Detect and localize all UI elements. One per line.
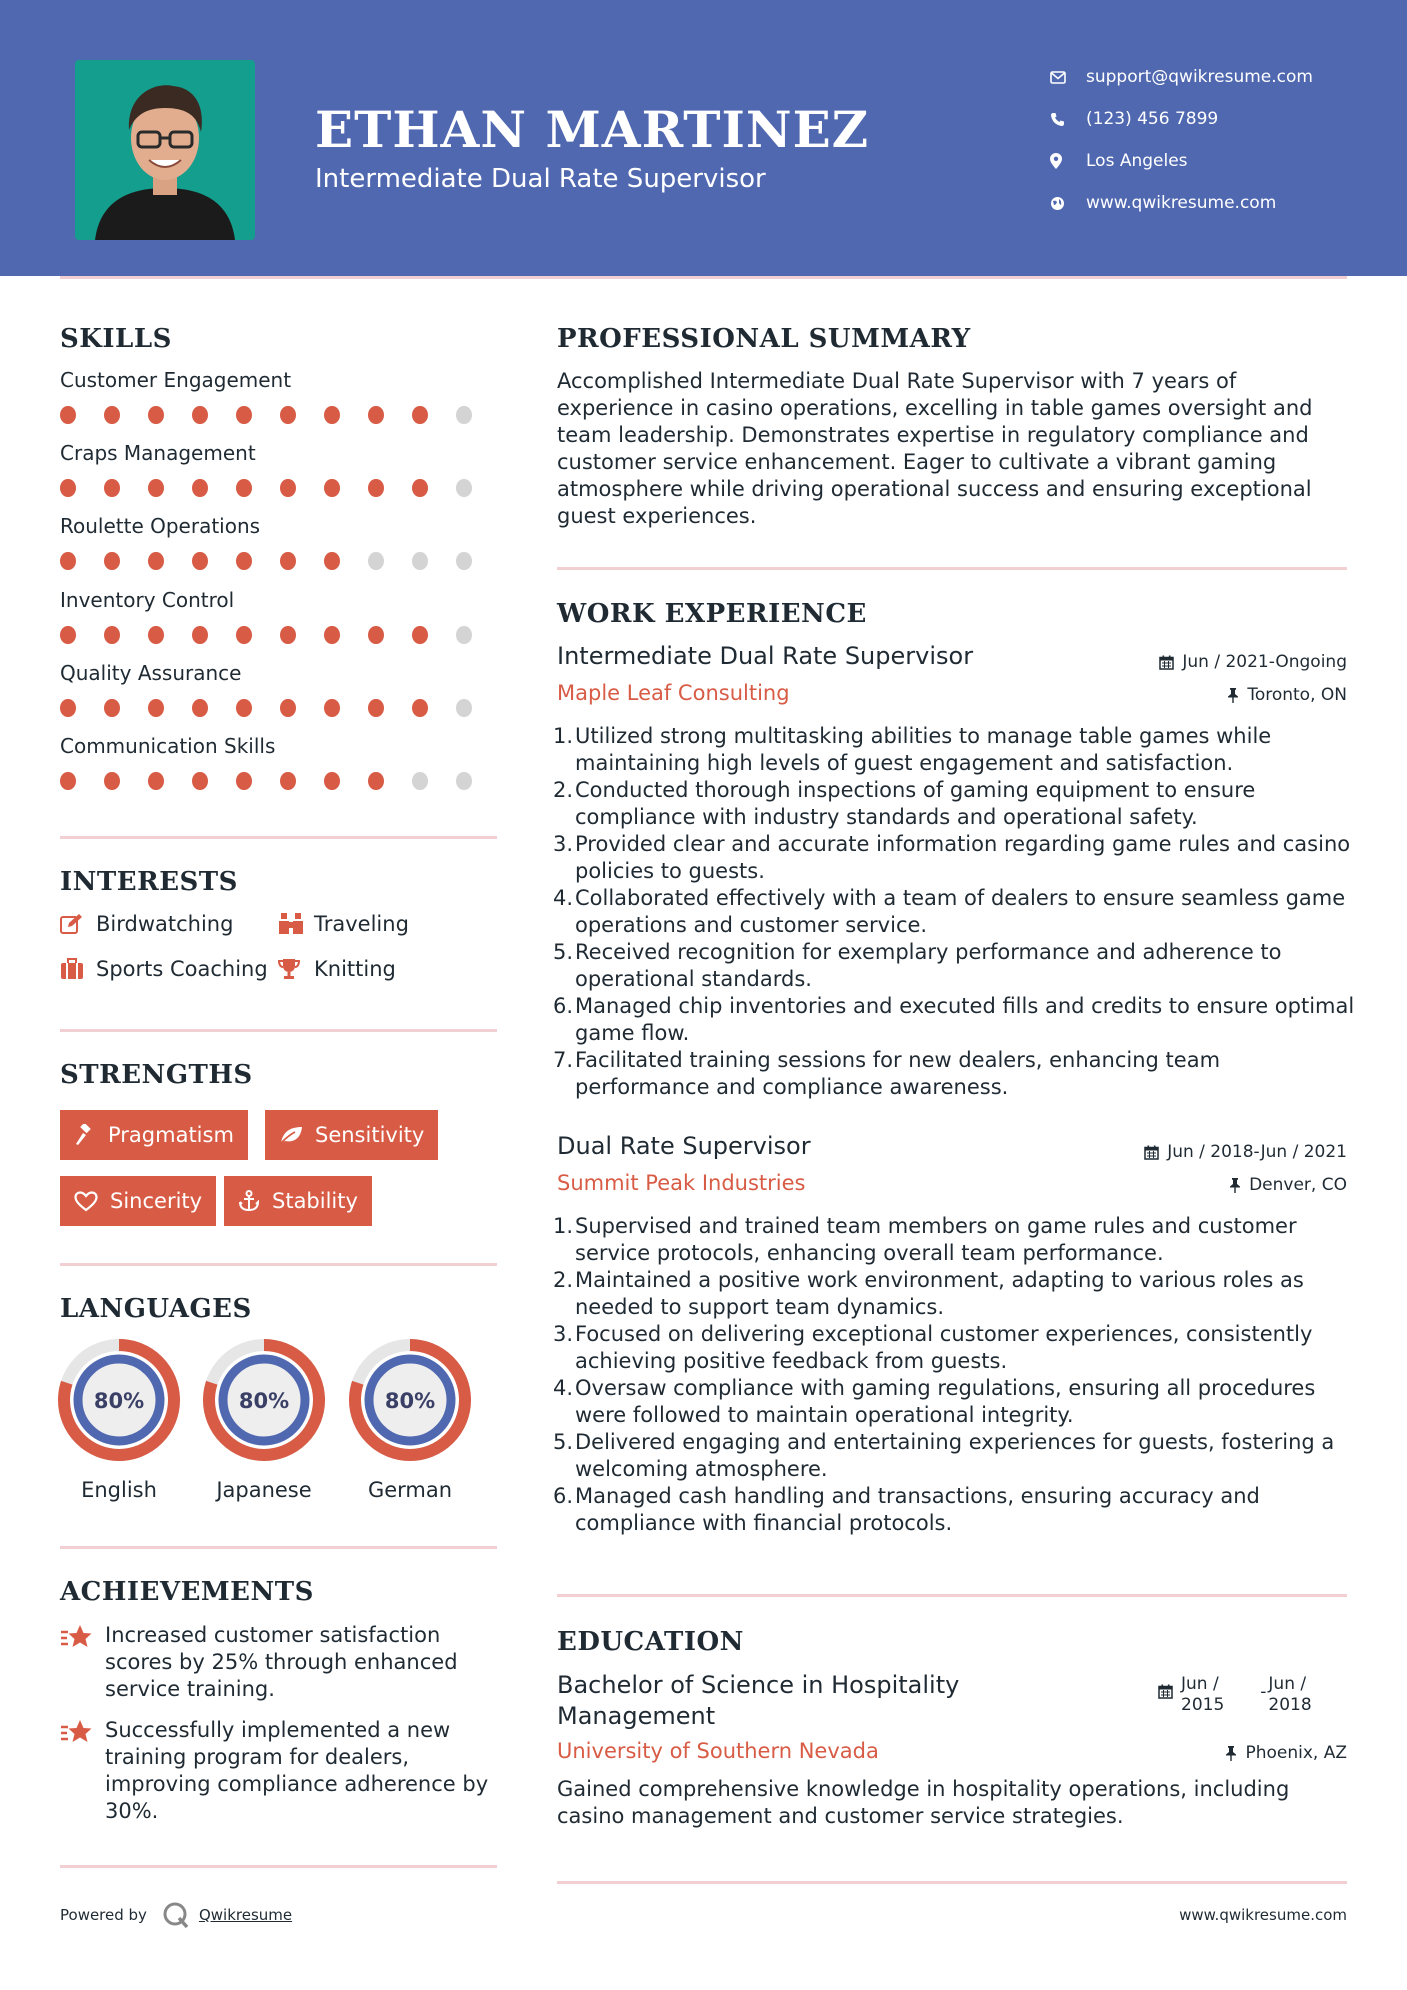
skills-divider	[60, 836, 497, 839]
interests-divider	[60, 1029, 497, 1032]
job-bullet-text: Focused on delivering exceptional customer experiences, consistently achieving positive feedback from guests.	[575, 1322, 1313, 1373]
skill-rating-dot	[456, 772, 472, 790]
map-pin-icon	[1050, 153, 1086, 169]
job-bullet-number: 6.	[553, 994, 574, 1018]
skill-rating-dot	[324, 552, 340, 570]
job-company: Maple Leaf Consulting	[557, 681, 790, 705]
job-location-text: Toronto, ON	[1247, 685, 1347, 705]
skill-name: Inventory Control	[60, 588, 235, 612]
skill-name: Communication Skills	[60, 734, 276, 758]
skill-name: Roulette Operations	[60, 514, 261, 538]
job-bullet-number: 5.	[553, 940, 574, 964]
skill-rating-dot	[280, 772, 296, 790]
skill-item	[60, 588, 500, 644]
languages-heading: LANGUAGES	[60, 1294, 252, 1324]
job-date	[1159, 652, 1347, 672]
job-bullet-text: Utilized strong multitasking abilities to manage table games while maintaining high levels of guest engagement and satisfaction.	[575, 724, 1272, 775]
interest-label: Traveling	[314, 912, 409, 936]
language-item	[348, 1338, 472, 1502]
job-location	[1229, 1175, 1347, 1195]
job-date-text: Jun / 2018-Jun / 2021	[1167, 1142, 1347, 1162]
skill-rating-dot	[192, 406, 208, 424]
education-start	[1181, 1674, 1224, 1716]
skill-rating-dot	[148, 406, 164, 424]
job-bullet	[553, 831, 1357, 885]
skill-rating-dot	[324, 626, 340, 644]
language-percent: 80%	[384, 1389, 436, 1413]
experience-heading: WORK EXPERIENCE	[557, 599, 867, 629]
skill-rating-dot	[236, 552, 252, 570]
strength-tag	[60, 1176, 216, 1226]
skill-rating-dot	[456, 552, 472, 570]
job-bullet-number: 4.	[553, 1376, 574, 1400]
skill-rating-dot	[280, 626, 296, 644]
pencil-square-icon	[60, 913, 96, 935]
contact-email-text: support@qwikresume.com	[1086, 67, 1313, 87]
job-location	[1227, 685, 1347, 705]
calendar-icon	[1144, 1145, 1159, 1160]
job-bullet-number: 1.	[553, 1214, 574, 1238]
skill-rating-dot	[60, 479, 76, 497]
envelope-icon	[1050, 71, 1086, 84]
achievement-text: Increased customer satisfaction scores by 25% through enhanced service training.	[105, 1623, 458, 1701]
skill-rating-dot	[280, 699, 296, 717]
skill-rating-dot	[236, 626, 252, 644]
qwikresume-logo-icon	[161, 1900, 191, 1930]
job-bullet	[553, 723, 1357, 777]
skill-item	[60, 734, 500, 790]
contact-website[interactable]	[1050, 182, 1313, 224]
skill-rating-dot	[412, 699, 428, 717]
skill-rating-dot	[104, 699, 120, 717]
briefcase-icon	[60, 958, 96, 980]
skill-rating-dot	[104, 772, 120, 790]
gavel-icon	[74, 1124, 96, 1146]
skill-rating-dot	[60, 406, 76, 424]
skill-rating-dot	[60, 552, 76, 570]
skill-rating-dot	[236, 479, 252, 497]
job-bullet-text: Conducted thorough inspections of gaming equipment to ensure compliance with industry standards and operational safety.	[575, 778, 1256, 829]
calendar-icon	[1159, 655, 1174, 670]
skill-rating-dot	[280, 406, 296, 424]
strength-label: Stability	[272, 1189, 358, 1213]
education-end-year: 2018	[1268, 1695, 1312, 1715]
language-progress-ring	[57, 1338, 181, 1462]
strengths-divider	[60, 1263, 497, 1266]
degree-title	[557, 1670, 959, 1732]
skill-rating-dot	[280, 552, 296, 570]
job-bullet	[553, 993, 1357, 1047]
skill-name: Craps Management	[60, 441, 256, 465]
job-bullet-number: 2.	[553, 778, 574, 802]
skill-rating-dot	[60, 699, 76, 717]
skill-rating-dot	[60, 626, 76, 644]
job-bullet-text: Delivered engaging and entertaining experiences for guests, fostering a welcoming atmosphere.	[575, 1430, 1335, 1481]
pushpin-icon	[1229, 1178, 1241, 1193]
education-start-month: Jun /	[1181, 1674, 1219, 1694]
strengths-heading: STRENGTHS	[60, 1060, 253, 1090]
skill-rating-dot	[324, 479, 340, 497]
star-badge-icon	[60, 1622, 105, 1703]
job-bullet-text: Received recognition for exemplary performance and adherence to operational standards.	[575, 940, 1282, 991]
job-bullet-text: Provided clear and accurate information regarding game rules and casino policies to guests.	[575, 832, 1351, 883]
strength-label: Sincerity	[110, 1189, 203, 1213]
achievements-heading: ACHIEVEMENTS	[60, 1577, 314, 1607]
skill-rating-dot	[324, 406, 340, 424]
job-bullet-text: Managed cash handling and transactions, ensuring accuracy and compliance with financial protocols.	[575, 1484, 1260, 1535]
job-bullet-number: 2.	[553, 1268, 574, 1292]
contact-list	[1050, 56, 1313, 224]
job-date	[1144, 1142, 1347, 1162]
degree-line-2: Management	[557, 1702, 716, 1730]
achievement-item	[60, 1622, 500, 1703]
skill-rating-dot	[104, 626, 120, 644]
anchor-icon	[238, 1190, 260, 1212]
skill-rating-dot	[148, 772, 164, 790]
avatar-icon	[75, 60, 255, 240]
strength-label: Sensitivity	[315, 1123, 425, 1147]
language-percent: 80%	[93, 1389, 145, 1413]
summary-heading: PROFESSIONAL SUMMARY	[557, 324, 971, 354]
education-location	[1225, 1743, 1347, 1763]
job-location-text: Denver, CO	[1249, 1175, 1347, 1195]
interests-heading: INTERESTS	[60, 867, 238, 897]
skill-name: Quality Assurance	[60, 661, 242, 685]
skill-rating-dot	[104, 406, 120, 424]
language-item	[202, 1338, 326, 1502]
skill-rating-dot	[236, 772, 252, 790]
skill-rating-dot	[456, 406, 472, 424]
job-bullet	[553, 1267, 1357, 1321]
interest-item	[60, 957, 268, 981]
contact-phone-text: (123) 456 7899	[1086, 109, 1219, 129]
job-bullet-number: 1.	[553, 724, 574, 748]
skill-rating-dot	[412, 552, 428, 570]
skill-rating-dot	[148, 626, 164, 644]
skill-rating	[60, 626, 500, 644]
job-bullet	[553, 885, 1357, 939]
job-bullet-text: Facilitated training sessions for new dealers, enhancing team performance and compliance awareness.	[575, 1048, 1221, 1099]
binoculars-icon	[278, 913, 314, 935]
education-start-year: 2015	[1181, 1695, 1225, 1715]
skill-rating-dot	[412, 479, 428, 497]
interest-label: Knitting	[314, 957, 396, 981]
job-title: Intermediate Dual Rate Supervisor	[557, 642, 974, 670]
candidate-title: Intermediate Dual Rate Supervisor	[315, 164, 766, 194]
contact-website-text: www.qwikresume.com	[1086, 193, 1277, 213]
pushpin-icon	[1225, 1746, 1237, 1761]
interest-label: Sports Coaching	[96, 957, 268, 981]
job-bullet-text: Supervised and trained team members on game rules and customer service protocols, enhancing overall team performance.	[575, 1214, 1297, 1265]
job-bullet	[553, 777, 1357, 831]
contact-location	[1050, 140, 1313, 182]
achievement-text: Successfully implemented a new training program for dealers, improving compliance adherence by 30%.	[105, 1718, 489, 1823]
skill-rating-dot	[368, 699, 384, 717]
skill-rating	[60, 552, 500, 570]
skill-rating-dot	[456, 479, 472, 497]
heart-icon	[74, 1191, 98, 1212]
degree-line-1: Bachelor of Science in Hospitality	[557, 1671, 960, 1699]
job-bullet-number: 7.	[553, 1048, 574, 1072]
skill-rating-dot	[236, 406, 252, 424]
skill-rating-dot	[192, 772, 208, 790]
language-item	[57, 1338, 181, 1502]
job-bullet	[553, 1483, 1357, 1537]
skill-rating-dot	[368, 406, 384, 424]
achievement-item	[60, 1717, 500, 1825]
job-bullet-number: 3.	[553, 1322, 574, 1346]
skill-rating	[60, 479, 500, 497]
experience-divider	[557, 1594, 1347, 1597]
job-bullet	[553, 1047, 1357, 1101]
interest-label: Birdwatching	[96, 912, 234, 936]
skill-rating-dot	[368, 479, 384, 497]
job-bullet-number: 4.	[553, 886, 574, 910]
skill-rating-dot	[192, 626, 208, 644]
footer-powered-by	[60, 1900, 292, 1930]
skill-rating	[60, 699, 500, 717]
job-date-text: Jun / 2021-Ongoing	[1182, 652, 1347, 672]
job-bullet-number: 5.	[553, 1430, 574, 1454]
skill-rating-dot	[412, 772, 428, 790]
language-name: Japanese	[216, 1478, 312, 1502]
skill-rating-dot	[148, 699, 164, 717]
skill-rating-dot	[368, 552, 384, 570]
education-school: University of Southern Nevada	[557, 1739, 879, 1763]
education-date-dash: -	[1260, 1682, 1267, 1702]
skill-item	[60, 661, 500, 717]
skill-rating-dot	[236, 699, 252, 717]
skill-rating	[60, 772, 500, 790]
language-percent: 80%	[238, 1389, 290, 1413]
job-bullet-list	[553, 723, 1357, 1101]
skill-item	[60, 441, 500, 497]
education-location-text: Phoenix, AZ	[1245, 1743, 1347, 1763]
trophy-icon	[278, 958, 314, 980]
skill-rating-dot	[148, 552, 164, 570]
job-bullet	[553, 939, 1357, 993]
footer-url[interactable]: www.qwikresume.com	[1179, 1906, 1347, 1924]
languages-divider	[60, 1546, 497, 1549]
job-bullet	[553, 1429, 1357, 1483]
interest-item	[278, 912, 409, 936]
education-heading: EDUCATION	[557, 1627, 744, 1657]
skill-rating-dot	[412, 626, 428, 644]
language-progress-ring	[202, 1338, 326, 1462]
job-company: Summit Peak Industries	[557, 1171, 806, 1195]
pushpin-icon	[1227, 688, 1239, 703]
job-bullet-list	[553, 1213, 1357, 1537]
skill-rating-dot	[60, 772, 76, 790]
skills-heading: SKILLS	[60, 324, 172, 354]
skill-item	[60, 368, 500, 424]
job-bullet-number: 6.	[553, 1484, 574, 1508]
job-bullet-text: Maintained a positive work environment, adapting to various roles as needed to support team dynamics.	[575, 1268, 1304, 1319]
profile-photo	[75, 60, 255, 240]
skill-rating-dot	[104, 479, 120, 497]
skill-rating-dot	[412, 406, 428, 424]
candidate-name: ETHAN MARTINEZ	[315, 100, 870, 159]
leaf-icon	[279, 1125, 303, 1145]
skill-rating-dot	[368, 772, 384, 790]
star-badge-icon	[60, 1717, 105, 1825]
skill-rating-dot	[148, 479, 164, 497]
language-name: German	[367, 1478, 453, 1502]
summary-text: Accomplished Intermediate Dual Rate Supervisor with 7 years of experience in casino operations, excelling in table games oversight and team leadership. Demonstrates expertise in regulatory compliance and customer service enhancement. Eager to cultivate a vibrant gaming atmosphere while driving operational success and ensuring exceptional guest experiences.	[557, 369, 1313, 528]
education-end-month: Jun /	[1268, 1674, 1307, 1694]
education-date	[1158, 1674, 1312, 1716]
interest-item	[278, 957, 396, 981]
skill-rating-dot	[192, 699, 208, 717]
language-progress-ring	[348, 1338, 472, 1462]
qwikresume-link[interactable]: Qwikresume	[198, 1906, 293, 1924]
strength-tag	[60, 1110, 248, 1160]
strength-label: Pragmatism	[108, 1123, 234, 1147]
calendar-icon	[1158, 1684, 1173, 1699]
contact-email[interactable]	[1050, 56, 1313, 98]
job-bullet-text: Collaborated effectively with a team of dealers to ensure seamless game operations and customer service.	[575, 886, 1346, 937]
skill-item	[60, 514, 500, 570]
job-title: Dual Rate Supervisor	[557, 1132, 811, 1160]
interest-item	[60, 912, 233, 936]
contact-phone[interactable]	[1050, 98, 1313, 140]
job-bullet	[553, 1213, 1357, 1267]
language-name: English	[81, 1478, 157, 1502]
header-banner	[0, 0, 1407, 276]
job-bullet-text: Oversaw compliance with gaming regulations, ensuring all procedures were followed to maintain operational integrity.	[575, 1376, 1316, 1427]
skill-rating-dot	[456, 626, 472, 644]
skill-rating-dot	[192, 479, 208, 497]
globe-icon	[1050, 196, 1086, 211]
job-bullet	[553, 1321, 1357, 1375]
strength-tag	[265, 1110, 438, 1160]
strength-tag	[224, 1176, 372, 1226]
skill-rating-dot	[280, 479, 296, 497]
skill-rating-dot	[324, 699, 340, 717]
summary-divider	[557, 567, 1347, 570]
skill-rating-dot	[456, 699, 472, 717]
job-bullet	[553, 1375, 1357, 1429]
powered-by-label: Powered by	[60, 1906, 147, 1924]
education-end	[1268, 1674, 1311, 1716]
contact-location-text: Los Angeles	[1086, 151, 1188, 171]
education-divider	[557, 1881, 1347, 1884]
header-divider	[60, 276, 1347, 279]
skill-rating-dot	[192, 552, 208, 570]
job-bullet-number: 3.	[553, 832, 574, 856]
skill-rating	[60, 406, 500, 424]
skill-rating-dot	[368, 626, 384, 644]
achievements-divider	[60, 1865, 497, 1868]
phone-icon	[1050, 112, 1086, 127]
skill-rating-dot	[324, 772, 340, 790]
skill-rating-dot	[104, 552, 120, 570]
education-description: Gained comprehensive knowledge in hospitality operations, including casino management and customer service strategies.	[557, 1777, 1290, 1828]
job-bullet-text: Managed chip inventories and executed fills and credits to ensure optimal game flow.	[575, 994, 1355, 1045]
skill-name: Customer Engagement	[60, 368, 292, 392]
